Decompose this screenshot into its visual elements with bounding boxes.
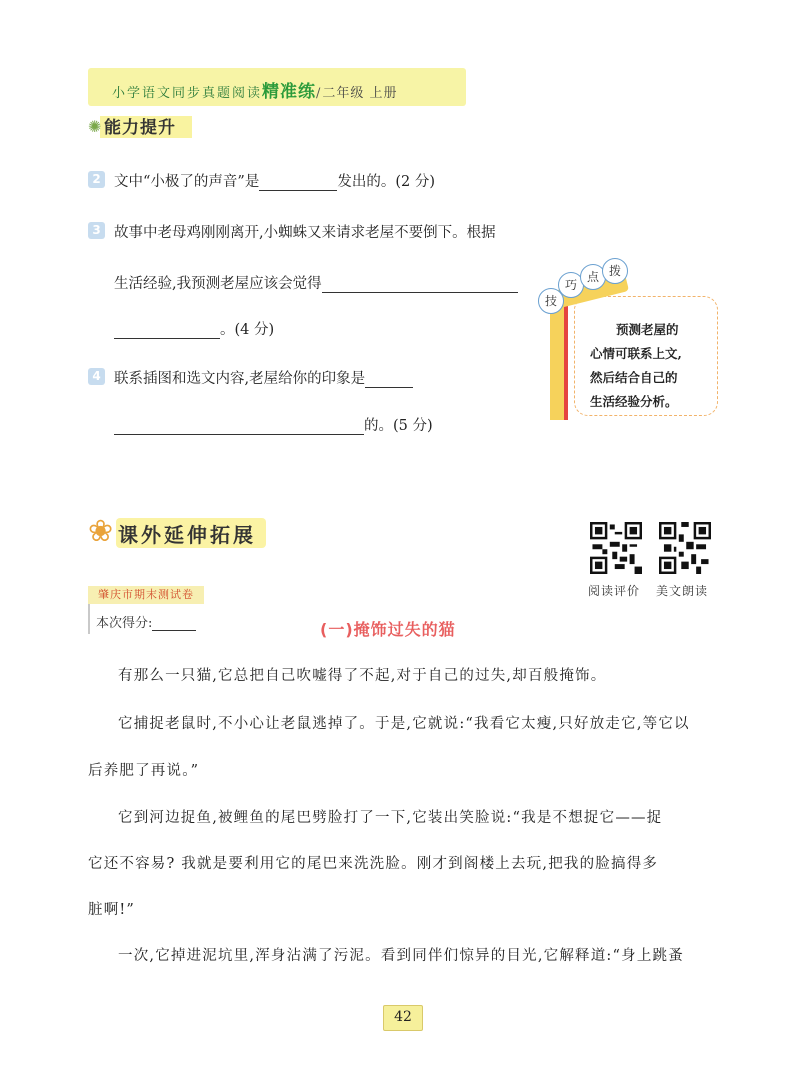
question-4-line2-after: 的。(5 分) bbox=[364, 418, 433, 434]
answer-blank-q4b[interactable] bbox=[114, 419, 364, 435]
header-series: 小学语文同步真题阅读 bbox=[112, 86, 263, 101]
flower-icon: ❀ bbox=[88, 514, 114, 549]
tip-line-4: 生活经验分析。 bbox=[590, 394, 678, 409]
tip-line-2: 心情可联系上文, bbox=[590, 346, 682, 361]
score-field bbox=[96, 612, 196, 631]
tip-line-3: 然后结合自己的 bbox=[590, 370, 678, 385]
question-number-2: 2 bbox=[88, 171, 105, 188]
question-3-line3-after: 。(4 分) bbox=[220, 322, 275, 338]
tip-text bbox=[590, 318, 682, 414]
question-3-line2 bbox=[114, 272, 518, 293]
story-paragraph-line-1: 有那么一只猫,它总把自己吹嘘得了不起,对于自己的过失,却百般掩饰。 bbox=[118, 668, 607, 684]
tip-char-3: 点 bbox=[580, 264, 606, 290]
question-number-3: 3 bbox=[88, 222, 105, 239]
header-grade: 二年级 上册 bbox=[322, 86, 398, 101]
question-4-line2 bbox=[114, 414, 433, 435]
answer-blank-q3b[interactable] bbox=[114, 323, 220, 339]
story-paragraph-line-5: 它还不容易? 我就是要利用它的尾巴来洗洗脸。刚才到阁楼上去玩,把我的脸搞得多 bbox=[88, 856, 659, 872]
answer-blank-q2[interactable] bbox=[259, 175, 337, 191]
question-2 bbox=[114, 170, 435, 191]
header-slash: / bbox=[316, 86, 323, 101]
story-title: (一)掩饰过失的猫 bbox=[320, 620, 456, 639]
sun-icon: ✺ bbox=[88, 117, 102, 136]
exam-source-tag: 肇庆市期末测试卷 bbox=[88, 586, 204, 604]
header-highlight: 精准练 bbox=[262, 82, 317, 102]
header-title bbox=[112, 77, 398, 102]
score-blank[interactable] bbox=[152, 617, 196, 631]
story-paragraph-line-4: 它到河边捉鱼,被鲤鱼的尾巴劈脸打了一下,它装出笑脸说:“我是不想捉它——捉 bbox=[118, 810, 663, 826]
tip-char-4: 拨 bbox=[602, 258, 628, 284]
question-2-before: 文中“小极了的声音”是 bbox=[114, 174, 260, 190]
tip-strip bbox=[550, 300, 568, 420]
question-4-line1 bbox=[114, 367, 413, 388]
question-3-line3 bbox=[114, 318, 274, 339]
qr-code-reading-evaluation[interactable] bbox=[590, 522, 642, 574]
question-4-line1-text: 联系插图和选文内容,老屋给你的印象是 bbox=[114, 371, 366, 387]
section2-title: 课外延伸拓展 bbox=[118, 523, 256, 547]
question-number-4: 4 bbox=[88, 368, 105, 385]
tip-char-1: 技 bbox=[538, 288, 564, 314]
page-number: 42 bbox=[394, 1009, 412, 1025]
answer-blank-q3a[interactable] bbox=[322, 277, 518, 293]
question-3-line1: 故事中老母鸡刚刚离开,小蜘蛛又来请求老屋不要倒下。根据 bbox=[114, 225, 496, 241]
tip-char-2: 巧 bbox=[558, 272, 584, 298]
story-paragraph-line-2: 它捕捉老鼠时,不小心让老鼠逃掉了。于是,它就说:“我看它太瘦,只好放走它,等它以 bbox=[118, 716, 690, 732]
question-3-line2-text: 生活经验,我预测老屋应该会觉得 bbox=[114, 276, 322, 292]
story-paragraph-line-3: 后养肥了再说。” bbox=[88, 763, 200, 779]
question-2-after: 发出的。(2 分) bbox=[337, 174, 435, 190]
qr-label-audio-reading: 美文朗读 bbox=[656, 584, 709, 598]
section1-title: 能力提升 bbox=[104, 118, 176, 138]
qr-label-reading-evaluation: 阅读评价 bbox=[588, 584, 641, 598]
score-label: 本次得分: bbox=[96, 616, 153, 631]
qr-code-audio-reading[interactable] bbox=[659, 522, 711, 574]
story-paragraph-line-7: 一次,它掉进泥坑里,浑身沾满了污泥。看到同伴们惊异的目光,它解释道:“身上跳蚤 bbox=[118, 948, 684, 964]
tip-line-1: 预测老屋的 bbox=[616, 322, 679, 337]
answer-blank-q4a[interactable] bbox=[365, 372, 413, 388]
story-paragraph-line-6: 脏啊!” bbox=[88, 902, 136, 918]
